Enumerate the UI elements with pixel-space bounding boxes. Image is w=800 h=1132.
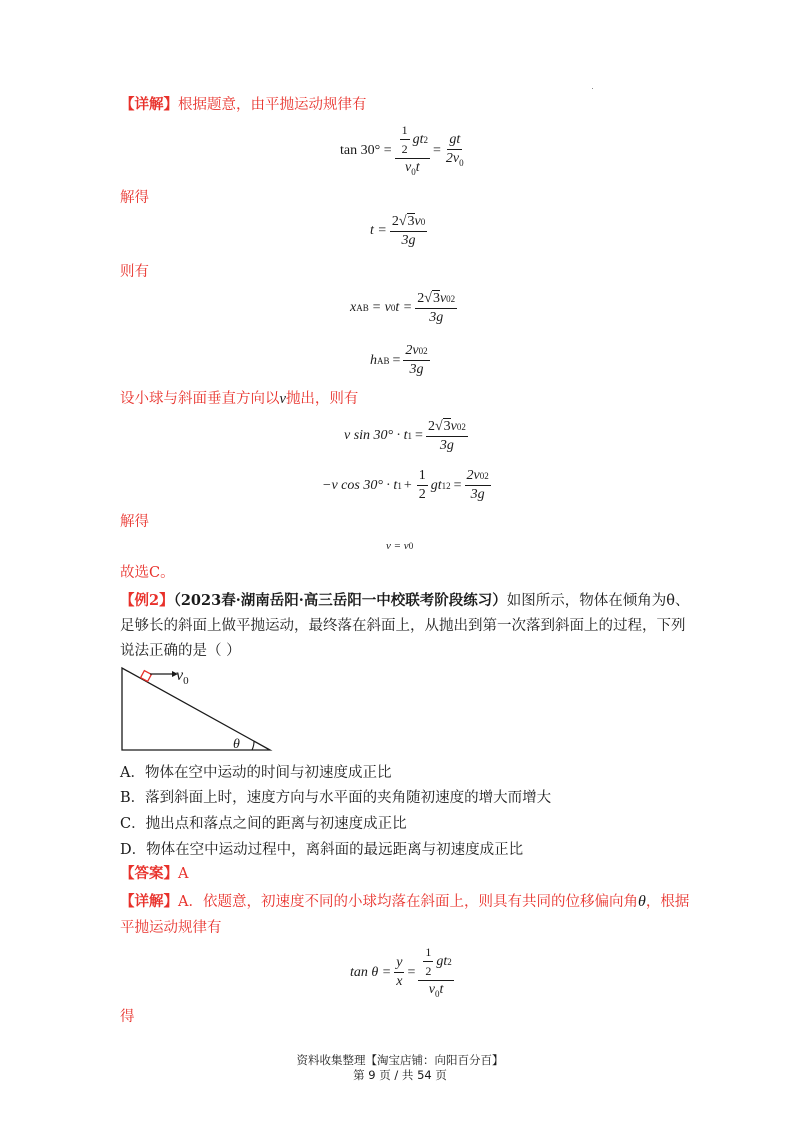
solve-label-1: 解得 — [120, 190, 149, 206]
equation-tantheta: tan θ = $\frac{y}{x}$ = $\frac{1}{2}$ gt 2 $v_0t$ — [350, 945, 452, 999]
scan-dot — [592, 88, 593, 89]
option-d: D．物体在空中运动过程中，离斜面的最远距离与初速度成正比 — [120, 842, 524, 858]
answer-tag: 【答案】 — [120, 865, 178, 882]
equation-hab: h AB = 2v 0 2 3g — [370, 343, 428, 377]
answer-line — [120, 864, 188, 884]
solve-label-2: 解得 — [120, 514, 149, 530]
explain-text: 根据题意，由平抛运动规律有 — [178, 97, 367, 113]
answer-value: A — [178, 866, 189, 882]
angle-arc — [252, 741, 254, 750]
choose-line: 故选C。 — [120, 565, 175, 581]
explain2-line-2: 平抛运动规律有 — [120, 920, 222, 936]
equation-xab: x AB = v 0 t = 2 √ 3 v 0 2 3g — [350, 290, 456, 325]
footer-source: 资料收集整理【淘宝店铺：向阳百分百】 — [296, 1053, 504, 1067]
explain2-line-1: 【详解】A．依题意，初速度不同的小球均落在斜面上，则具有共同的位移偏向角θ，根据 — [120, 893, 690, 910]
option-a: A．物体在空中运动的时间与初速度成正比 — [120, 765, 392, 781]
equation-t: t = 2 √ 3 v 0 3g — [370, 213, 426, 248]
option-b: B．落到斜面上时，速度方向与水平面的夹角随初速度的增大而增大 — [120, 790, 552, 806]
explain-line-1 — [120, 95, 367, 115]
equation-v-v0: v = v 0 — [386, 540, 414, 552]
example-source: （2023春·湖南岳阳·高三岳阳一中校联考阶段练习） — [173, 592, 507, 609]
assume-line: 设小球与斜面垂直方向以v抛出，则有 — [120, 391, 359, 407]
equation-tan30: tan 30° = $\frac{1}{2}$ gt 2 $v_0t$ = $\frac{gt}{2v_0}$ — [340, 123, 464, 177]
example-line-2: 足够长的斜面上做平抛运动，最终落在斜面上，从抛出到第一次落到斜面上的过程，下列 — [120, 618, 686, 634]
explain-tag: 【详解】 — [120, 96, 178, 113]
equation-vcos: −v cos 30° · t 1 + $\frac{1}{2}$ gt 1 2 = 2v 0 2 3g — [322, 468, 489, 502]
equation-vsin: v sin 30° · t 1 = 2 √ 3 v 0 2 3g — [344, 418, 466, 453]
example-tag: 【例2】 — [120, 592, 174, 609]
then-label: 则有 — [120, 264, 149, 280]
obtain-label: 得 — [120, 1009, 135, 1025]
example-line-3: 说法正确的是（ ） — [120, 643, 241, 659]
footer-page-number: 第 9 页 / 共 54 页 — [353, 1068, 447, 1082]
theta-label: θ — [233, 737, 240, 752]
example-line-1: 【例2】（2023春·湖南岳阳·高三岳阳一中校联考阶段练习）如图所示，物体在倾角为θ、 — [120, 592, 690, 609]
v0-label: $v_0$ — [176, 667, 189, 687]
option-c: C．抛出点和落点之间的距离与初速度成正比 — [120, 816, 407, 832]
incline-figure — [118, 662, 278, 754]
